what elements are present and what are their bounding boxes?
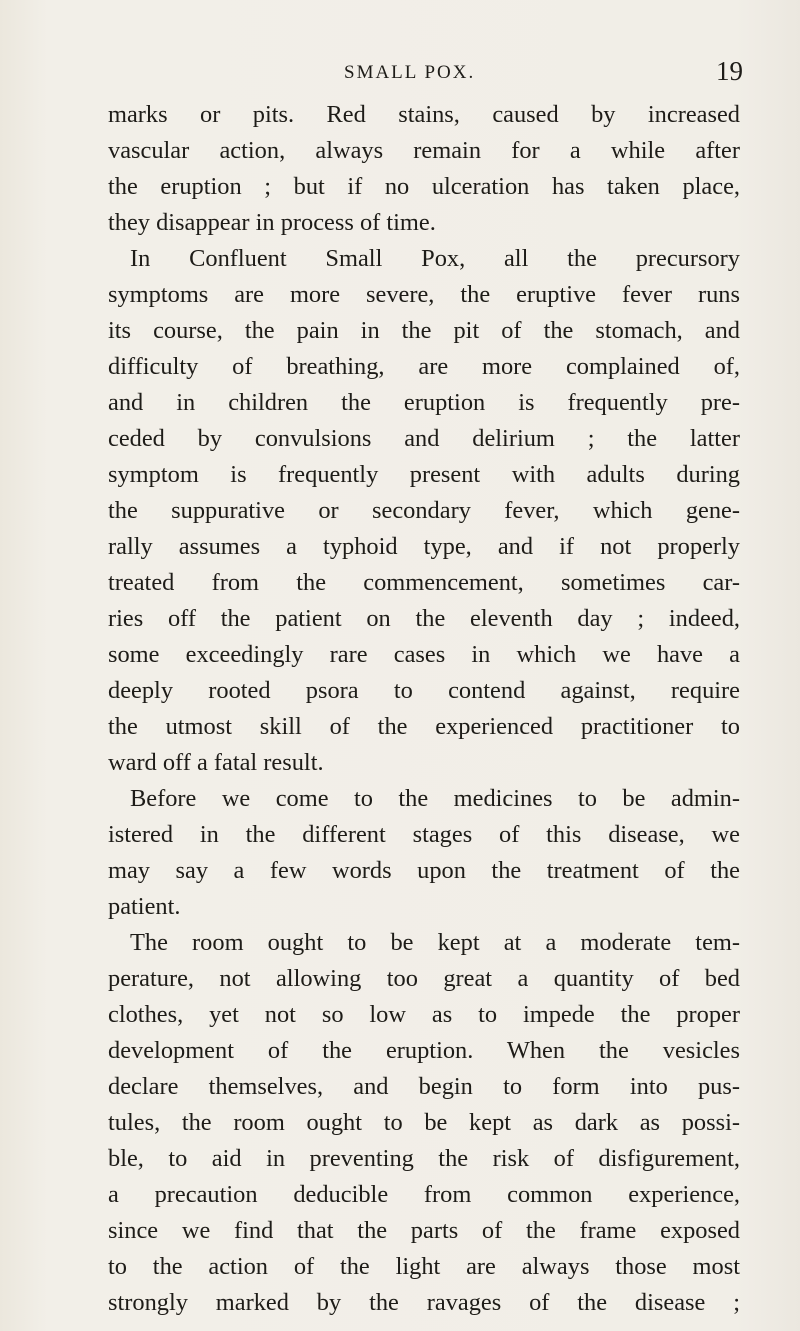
text-line: to the action of the light are always those most — [108, 1253, 740, 1280]
text-line: perature, not allowing too great a quantity of bed — [108, 965, 740, 992]
text-line: deeply rooted psora to contend against, require — [108, 677, 740, 704]
text-line: istered in the different stages of this disease, we — [108, 821, 740, 848]
body-text — [108, 97, 740, 1321]
text-line: declare themselves, and begin to form into pus- — [108, 1073, 740, 1100]
text-line: ble, to aid in preventing the risk of disfigurement, — [108, 1145, 740, 1172]
text-line: ceded by convulsions and delirium ; the latter — [108, 425, 740, 452]
text-line: a precaution deducible from common experience, — [108, 1181, 740, 1208]
text-line: and in children the eruption is frequently pre- — [108, 389, 740, 416]
text-line: may say a few words upon the treatment of the — [108, 857, 740, 884]
text-line: development of the eruption. When the vesicles — [108, 1037, 740, 1064]
text-line: Before we come to the medicines to be admin- — [130, 785, 740, 812]
text-line: The room ought to be kept at a moderate tem- — [130, 929, 740, 956]
text-line: symptom is frequently present with adults during — [108, 461, 740, 488]
text-line: the suppurative or secondary fever, which gene- — [108, 497, 740, 524]
text-line: some exceedingly rare cases in which we have a — [108, 641, 740, 668]
text-line: marks or pits. Red stains, caused by increased — [108, 101, 740, 128]
text-line: difficulty of breathing, are more complained of, — [108, 353, 740, 380]
text-line: the utmost skill of the experienced practitioner to — [108, 713, 740, 740]
text-line: patient. — [108, 893, 181, 920]
text-line: treated from the commencement, sometimes car- — [108, 569, 740, 596]
text-line: symptoms are more severe, the eruptive fever runs — [108, 281, 740, 308]
text-line: strongly marked by the ravages of the disease ; — [108, 1289, 740, 1316]
text-line: vascular action, always remain for a while after — [108, 137, 740, 164]
text-line: ries off the patient on the eleventh day ; indeed, — [108, 605, 740, 632]
text-line: rally assumes a typhoid type, and if not properly — [108, 533, 740, 560]
text-line: its course, the pain in the pit of the stomach, and — [108, 317, 740, 344]
text-line: since we find that the parts of the frame exposed — [108, 1217, 740, 1244]
text-line: ward off a fatal result. — [108, 749, 324, 776]
text-line: they disappear in process of time. — [108, 209, 436, 236]
page-number: 19 — [716, 56, 743, 86]
text-line: the eruption ; but if no ulceration has taken place, — [108, 173, 740, 200]
text-line: tules, the room ought to be kept as dark as possi- — [108, 1109, 740, 1136]
running-head: SMALL POX. — [344, 62, 476, 83]
text-line: clothes, yet not so low as to impede the proper — [108, 1001, 740, 1028]
text-line: In Confluent Small Pox, all the precursory — [130, 245, 740, 272]
